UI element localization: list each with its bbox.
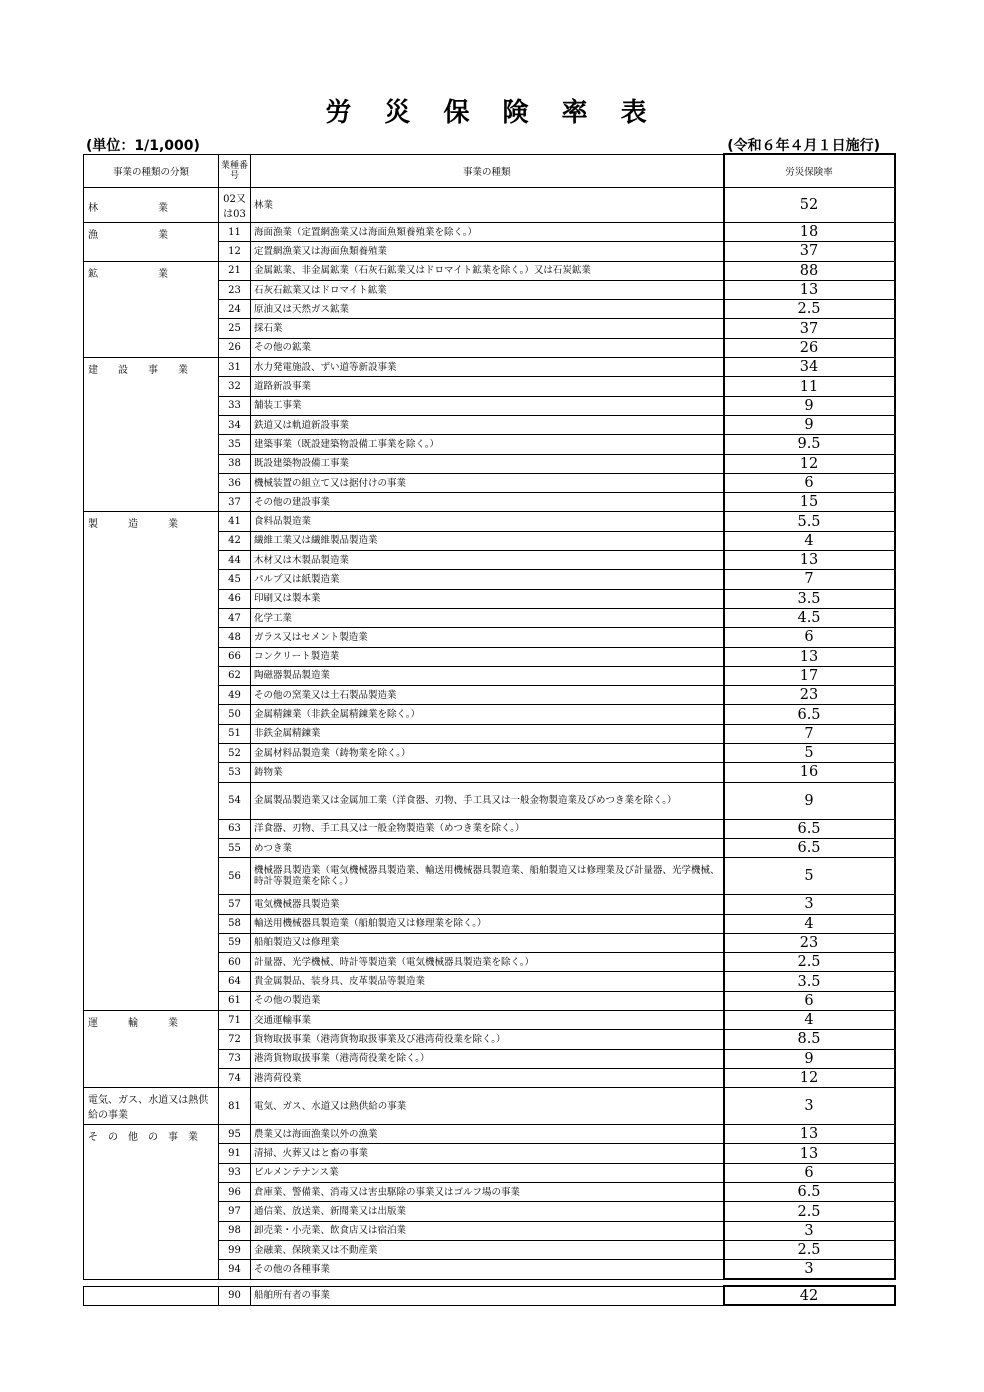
rate-cell: 4.5 <box>724 608 895 627</box>
name-cell: その他の建設事業 <box>251 493 724 512</box>
code-cell: 52 <box>219 744 251 763</box>
category-cell: そ の 他 の 事 業 <box>84 1125 219 1279</box>
rate-cell: 13 <box>724 1144 895 1163</box>
rate-cell: 13 <box>724 1125 895 1144</box>
rate-cell: 3.5 <box>724 972 895 991</box>
rate-cell: 3.5 <box>724 589 895 608</box>
rate-cell: 3 <box>724 1260 895 1279</box>
rate-cell: 23 <box>724 686 895 705</box>
code-cell: 49 <box>219 686 251 705</box>
rate-cell: 8.5 <box>724 1030 895 1049</box>
code-cell: 71 <box>219 1010 251 1029</box>
name-cell: コンクリート製造業 <box>251 647 724 666</box>
code-cell: 37 <box>219 493 251 512</box>
rate-cell: 5 <box>724 744 895 763</box>
name-cell: 木材又は木製品製造業 <box>251 551 724 570</box>
name-cell: 金属精錬業（非鉄金属精錬業を除く。） <box>251 705 724 724</box>
code-cell: 42 <box>219 531 251 550</box>
name-cell: その他の窯業又は土石製品製造業 <box>251 686 724 705</box>
code-cell: 51 <box>219 724 251 743</box>
name-cell: 交通運輸事業 <box>251 1010 724 1029</box>
code-cell: 32 <box>219 377 251 396</box>
name-cell: 食料品製造業 <box>251 512 724 531</box>
table-row <box>84 261 895 280</box>
rate-cell: 9 <box>724 1049 895 1068</box>
category-cell: 運 輸 業 <box>84 1010 219 1087</box>
category-cell <box>84 1286 219 1305</box>
name-cell: 卸売業・小売業、飲食店又は宿泊業 <box>251 1221 724 1240</box>
rate-cell: 9 <box>724 782 895 819</box>
rate-cell: 37 <box>724 242 895 261</box>
name-cell: 道路新設事業 <box>251 377 724 396</box>
header-code: 業種番号 <box>219 154 251 188</box>
code-cell: 33 <box>219 396 251 415</box>
name-cell: 農業又は海面漁業以外の漁業 <box>251 1125 724 1144</box>
rate-cell: 12 <box>724 1068 895 1087</box>
name-cell: 機械器具製造業（電気機械器具製造業、輸送用機械器具製造業、船舶製造又は修理業及び計量器、光学機械、時計等製造業を除く。） <box>251 858 724 895</box>
rate-cell: 7 <box>724 724 895 743</box>
name-cell: その他の各種事業 <box>251 1260 724 1279</box>
name-cell: 繊維工業又は繊維製品製造業 <box>251 531 724 550</box>
rate-cell: 9 <box>724 415 895 434</box>
rate-cell: 42 <box>724 1286 895 1305</box>
name-cell: その他の鉱業 <box>251 338 724 357</box>
name-cell: ビルメンテナンス業 <box>251 1163 724 1182</box>
rate-cell: 6.5 <box>724 1183 895 1202</box>
rate-cell: 6 <box>724 1163 895 1182</box>
rate-cell: 9 <box>724 396 895 415</box>
rate-cell: 3 <box>724 895 895 914</box>
rate-table <box>83 153 896 1306</box>
name-cell: パルプ又は紙製造業 <box>251 570 724 589</box>
table-row <box>84 223 895 242</box>
code-cell: 96 <box>219 1183 251 1202</box>
name-cell: その他の製造業 <box>251 991 724 1010</box>
code-cell: 31 <box>219 358 251 377</box>
code-cell: 59 <box>219 933 251 952</box>
name-cell: 機械装置の組立て又は据付けの事業 <box>251 473 724 492</box>
name-cell: 金属材料品製造業（鋳物業を除く。） <box>251 744 724 763</box>
table-spacer <box>84 1279 895 1286</box>
category-cell: 鉱 業 <box>84 261 219 357</box>
name-cell: 原油又は天然ガス鉱業 <box>251 300 724 319</box>
header-name: 事業の種類 <box>251 154 724 188</box>
name-cell: 水力発電施設、ずい道等新設事業 <box>251 358 724 377</box>
rate-cell: 26 <box>724 338 895 357</box>
table-row <box>84 188 895 223</box>
rate-cell: 3 <box>724 1221 895 1240</box>
name-cell: 建築事業（既設建築物設備工事業を除く。） <box>251 435 724 454</box>
code-cell: 25 <box>219 319 251 338</box>
name-cell: ガラス又はセメント製造業 <box>251 628 724 647</box>
name-cell: 清掃、火葬又はと畜の事業 <box>251 1144 724 1163</box>
table-header-row <box>84 154 895 188</box>
rate-cell: 5 <box>724 858 895 895</box>
name-cell: 貴金属製品、装身具、皮革製品等製造業 <box>251 972 724 991</box>
name-cell: 定置網漁業又は海面魚類養殖業 <box>251 242 724 261</box>
rate-cell: 13 <box>724 647 895 666</box>
code-cell: 02又は03 <box>219 188 251 223</box>
code-cell: 73 <box>219 1049 251 1068</box>
code-cell: 55 <box>219 838 251 857</box>
code-cell: 62 <box>219 666 251 685</box>
name-cell: 洋食器、刃物、手工具又は一般金物製造業（めつき業を除く。） <box>251 819 724 838</box>
rate-cell: 2.5 <box>724 953 895 972</box>
name-cell: 港湾荷役業 <box>251 1068 724 1087</box>
code-cell: 23 <box>219 280 251 299</box>
code-cell: 26 <box>219 338 251 357</box>
code-cell: 66 <box>219 647 251 666</box>
code-cell: 60 <box>219 953 251 972</box>
name-cell: 化学工業 <box>251 608 724 627</box>
rate-cell: 5.5 <box>724 512 895 531</box>
code-cell: 81 <box>219 1088 251 1125</box>
name-cell: 林業 <box>251 188 724 223</box>
code-cell: 50 <box>219 705 251 724</box>
name-cell: 輸送用機械器具製造業（船舶製造又は修理業を除く。） <box>251 914 724 933</box>
code-cell: 48 <box>219 628 251 647</box>
effective-date: (令和６年４月１日施行) <box>727 138 880 154</box>
table-row <box>84 358 895 377</box>
rate-cell: 2.5 <box>724 300 895 319</box>
code-cell: 44 <box>219 551 251 570</box>
name-cell: 倉庫業、警備業、消毒又は害虫駆除の事業又はゴルフ場の事業 <box>251 1183 724 1202</box>
code-cell: 95 <box>219 1125 251 1144</box>
category-cell: 林 業 <box>84 188 219 223</box>
name-cell: 鉄道又は軌道新設事業 <box>251 415 724 434</box>
rate-cell: 4 <box>724 531 895 550</box>
rate-cell: 13 <box>724 280 895 299</box>
name-cell: 通信業、放送業、新聞業又は出版業 <box>251 1202 724 1221</box>
rate-cell: 2.5 <box>724 1240 895 1259</box>
rate-cell: 6 <box>724 628 895 647</box>
rate-cell: 2.5 <box>724 1202 895 1221</box>
code-cell: 98 <box>219 1221 251 1240</box>
code-cell: 24 <box>219 300 251 319</box>
rate-cell: 6 <box>724 473 895 492</box>
name-cell: 船舶所有者の事業 <box>251 1286 724 1305</box>
code-cell: 41 <box>219 512 251 531</box>
code-cell: 46 <box>219 589 251 608</box>
rate-cell: 13 <box>724 551 895 570</box>
rate-cell: 34 <box>724 358 895 377</box>
rate-cell: 3 <box>724 1088 895 1125</box>
name-cell: 非鉄金属精錬業 <box>251 724 724 743</box>
rate-cell: 4 <box>724 914 895 933</box>
rate-cell: 9.5 <box>724 435 895 454</box>
code-cell: 90 <box>219 1286 251 1305</box>
rate-cell: 6.5 <box>724 705 895 724</box>
code-cell: 61 <box>219 991 251 1010</box>
code-cell: 21 <box>219 261 251 280</box>
name-cell: 印刷又は製本業 <box>251 589 724 608</box>
name-cell: 船舶製造又は修理業 <box>251 933 724 952</box>
name-cell: 海面漁業（定置網漁業又は海面魚類養殖業を除く。） <box>251 223 724 242</box>
code-cell: 72 <box>219 1030 251 1049</box>
code-cell: 74 <box>219 1068 251 1087</box>
name-cell: 電気機械器具製造業 <box>251 895 724 914</box>
code-cell: 45 <box>219 570 251 589</box>
table-row <box>84 512 895 531</box>
rate-cell: 12 <box>724 454 895 473</box>
code-cell: 11 <box>219 223 251 242</box>
code-cell: 36 <box>219 473 251 492</box>
code-cell: 94 <box>219 1260 251 1279</box>
code-cell: 97 <box>219 1202 251 1221</box>
name-cell: 石灰石鉱業又はドロマイト鉱業 <box>251 280 724 299</box>
rate-cell: 6.5 <box>724 838 895 857</box>
name-cell: 既設建築物設備工事業 <box>251 454 724 473</box>
code-cell: 54 <box>219 782 251 819</box>
table-row <box>84 1010 895 1029</box>
rate-cell: 11 <box>724 377 895 396</box>
header-category: 事業の種類の分類 <box>84 154 219 188</box>
rate-cell: 18 <box>724 223 895 242</box>
category-cell: 建 設 事 業 <box>84 358 219 512</box>
table-row-ship <box>84 1286 895 1305</box>
page-title: 労 災 保 険 率 表 <box>325 98 659 128</box>
rate-cell: 6.5 <box>724 819 895 838</box>
code-cell: 38 <box>219 454 251 473</box>
spacer-cell <box>84 1279 895 1286</box>
name-cell: 舗装工事業 <box>251 396 724 415</box>
code-cell: 64 <box>219 972 251 991</box>
name-cell: 陶磁器製品製造業 <box>251 666 724 685</box>
table-row <box>84 1088 895 1125</box>
rate-cell: 6 <box>724 991 895 1010</box>
name-cell: 金属製品製造業又は金属加工業（洋食器、刃物、手工具又は一般金物製造業及びめつき業を除く。） <box>251 782 724 819</box>
code-cell: 53 <box>219 763 251 782</box>
code-cell: 56 <box>219 858 251 895</box>
code-cell: 35 <box>219 435 251 454</box>
rate-cell: 23 <box>724 933 895 952</box>
table-body <box>84 188 895 1306</box>
name-cell: 金属鉱業、非金属鉱業（石灰石鉱業又はドロマイト鉱業を除く。）又は石炭鉱業 <box>251 261 724 280</box>
name-cell: 計量器、光学機械、時計等製造業（電気機械器具製造業を除く。） <box>251 953 724 972</box>
category-cell: 製 造 業 <box>84 512 219 1011</box>
code-cell: 58 <box>219 914 251 933</box>
rate-cell: 4 <box>724 1010 895 1029</box>
code-cell: 57 <box>219 895 251 914</box>
name-cell: 鋳物業 <box>251 763 724 782</box>
name-cell: 電気、ガス、水道又は熱供給の事業 <box>251 1088 724 1125</box>
rate-cell: 17 <box>724 666 895 685</box>
code-cell: 47 <box>219 608 251 627</box>
rate-cell: 15 <box>724 493 895 512</box>
name-cell: 金融業、保険業又は不動産業 <box>251 1240 724 1259</box>
name-cell: 港湾貨物取扱事業（港湾荷役業を除く。） <box>251 1049 724 1068</box>
code-cell: 12 <box>219 242 251 261</box>
code-cell: 34 <box>219 415 251 434</box>
rate-cell: 88 <box>724 261 895 280</box>
unit-label: (単位：1/1,000) <box>86 138 200 154</box>
category-cell: 漁 業 <box>84 223 219 262</box>
code-cell: 63 <box>219 819 251 838</box>
name-cell: めつき業 <box>251 838 724 857</box>
code-cell: 93 <box>219 1163 251 1182</box>
name-cell: 貨物取扱事業（港湾貨物取扱事業及び港湾荷役業を除く。） <box>251 1030 724 1049</box>
category-cell: 電気、ガス、水道又は熱供給の事業 <box>84 1088 219 1125</box>
rate-cell: 16 <box>724 763 895 782</box>
name-cell: 採石業 <box>251 319 724 338</box>
table-row <box>84 1125 895 1144</box>
header-rate: 労災保険率 <box>724 154 895 188</box>
code-cell: 91 <box>219 1144 251 1163</box>
rate-cell: 37 <box>724 319 895 338</box>
code-cell: 99 <box>219 1240 251 1259</box>
rate-cell: 7 <box>724 570 895 589</box>
rate-cell: 52 <box>724 188 895 223</box>
